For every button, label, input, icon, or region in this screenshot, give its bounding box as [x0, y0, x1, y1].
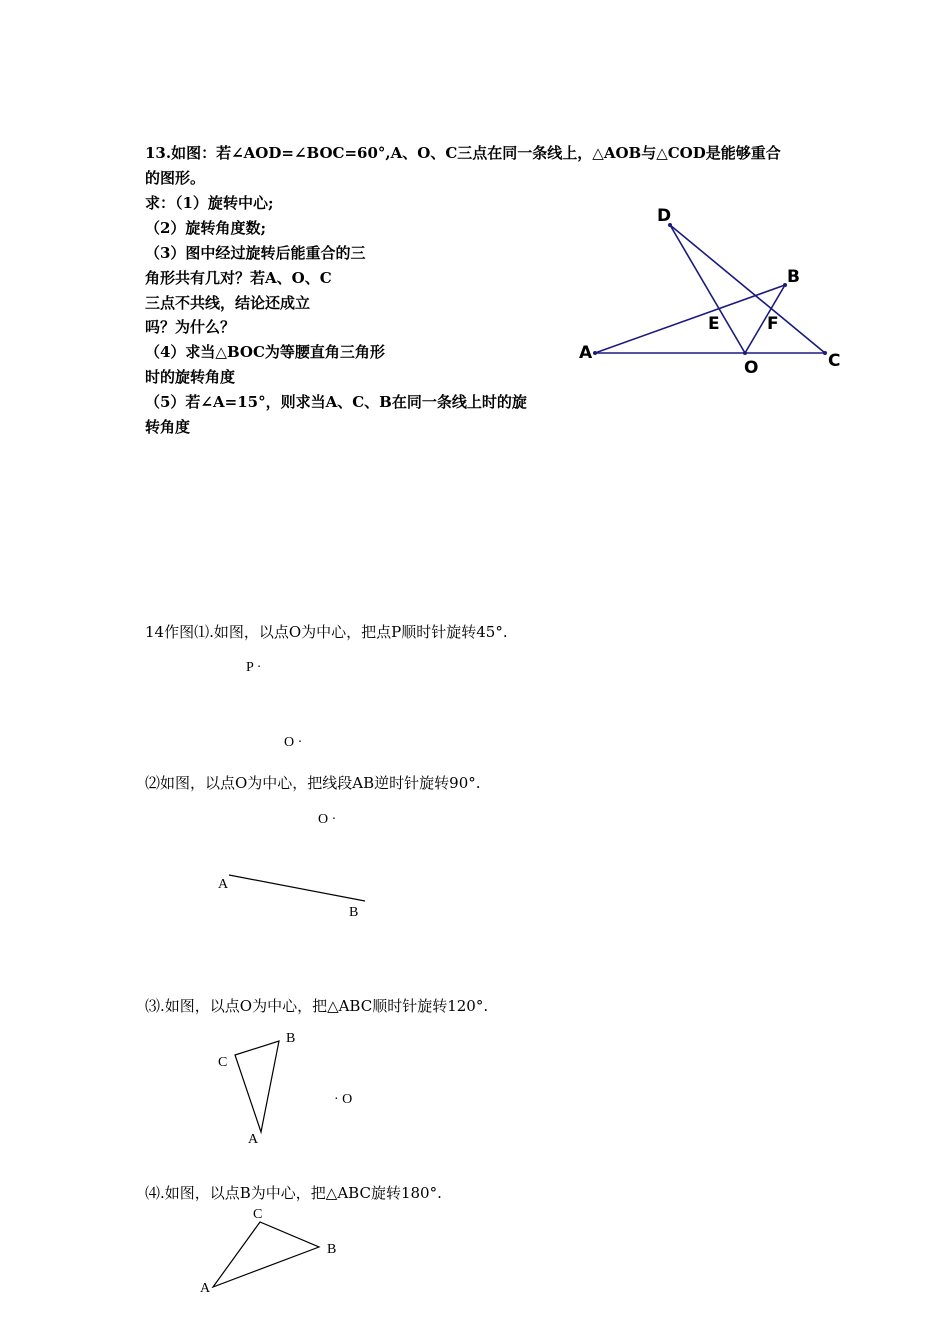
part2-segment-ab [229, 875, 365, 901]
part2-label-b: B [349, 905, 359, 920]
q14-part3-prompt: ⑶.如图，以点O为中心，把△ABC顺时针旋转120°. [145, 997, 489, 1015]
part3-triangle-abc [235, 1041, 279, 1132]
q14-part1-prompt: 14作图⑴.如图，以点O为中心，把点P顺时针旋转45°. [145, 623, 508, 641]
q13-line-5: （3）图中经过旋转后能重合的三 [145, 244, 366, 262]
label-d: D [657, 206, 672, 226]
label-a: A [579, 343, 593, 363]
part4-label-a: A [200, 1281, 211, 1296]
part3-label-c: C [218, 1055, 228, 1070]
part4-label-c: C [253, 1207, 263, 1222]
q13-line-1: 13.如图：若∠AOD=∠BOC=60°,A、O、C三点在同一条线上，△AOB与△COD是能够重合 [145, 144, 781, 162]
q13-line-2: 的图形。 [145, 169, 206, 187]
q14-part4-prompt: ⑷.如图，以点B为中心，把△ABC旋转180°. [145, 1184, 442, 1202]
label-b: B [787, 267, 800, 287]
q13-line-9: （4）求当△BOC为等腰直角三角形 [145, 343, 385, 361]
q13-line-10: 时的旋转角度 [145, 368, 236, 386]
q13-line-8: 吗？为什么？ [145, 318, 236, 336]
part2-point-o: O · [318, 812, 337, 827]
part4-label-b: B [327, 1242, 337, 1257]
part2-label-a: A [218, 877, 229, 892]
q13-line-6: 角形共有几对？若A、O、C [145, 269, 332, 287]
q13-line-3: 求：（1）旋转中心; [145, 194, 274, 212]
label-e: E [708, 314, 720, 334]
q13-line-7: 三点不共线，结论还成立 [145, 294, 311, 312]
part3-label-b: B [286, 1031, 296, 1046]
part3-point-o: · O [334, 1092, 353, 1107]
part1-point-o: O · [284, 735, 303, 750]
part4-triangle-abc [213, 1222, 319, 1287]
label-c: C [828, 351, 841, 371]
q13-line-12: 转角度 [145, 418, 191, 436]
q13-line-11: （5）若∠A=15°，则求当A、C、B在同一条线上时的旋 [145, 393, 527, 411]
part3-label-a: A [248, 1132, 259, 1147]
part1-point-p: P · [246, 660, 262, 675]
q14-part2-prompt: ⑵如图，以点O为中心，把线段AB逆时针旋转90°. [145, 774, 481, 792]
label-o: O [744, 358, 759, 378]
q13-line-4: （2）旋转角度数; [145, 219, 266, 237]
label-f: F [767, 314, 779, 334]
